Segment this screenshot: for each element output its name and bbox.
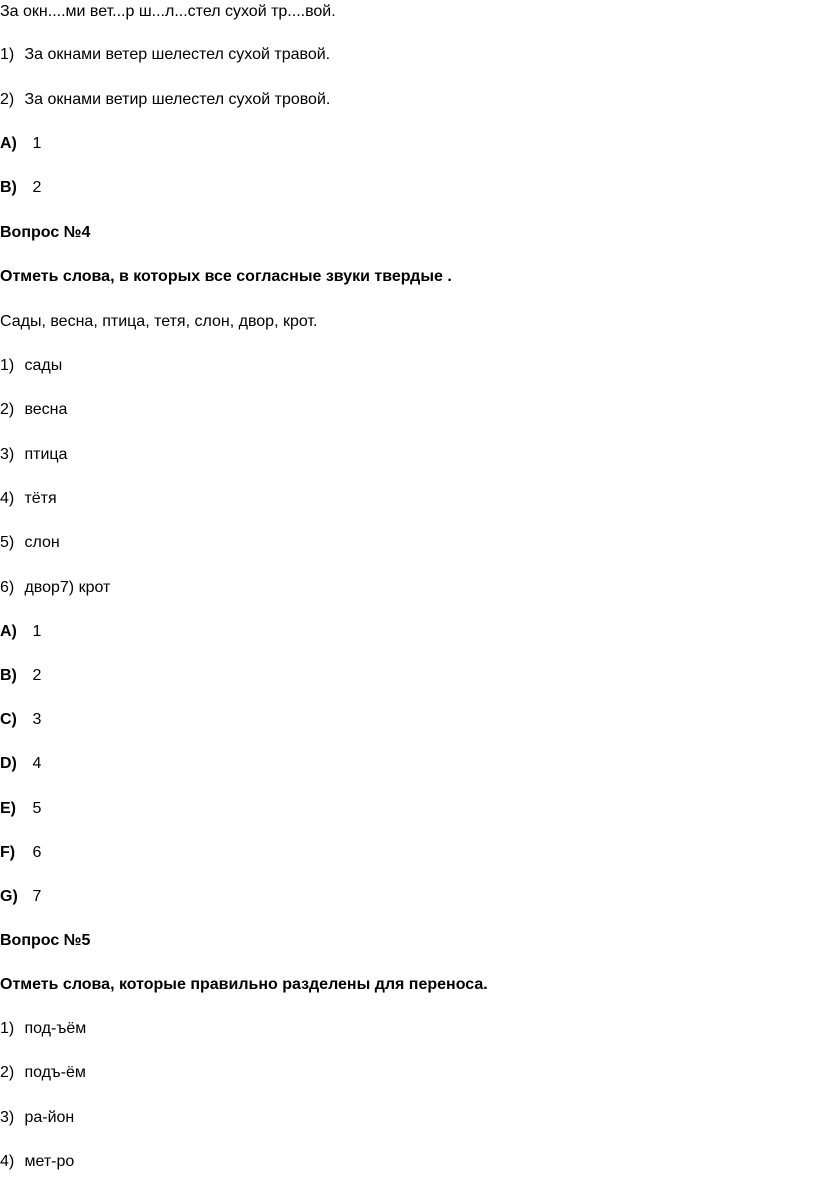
option-text: мет-ро — [24, 1153, 75, 1170]
answer-value: 1 — [32, 135, 42, 152]
q4-answer-f[interactable] — [0, 843, 41, 863]
answer-value: 6 — [32, 844, 42, 861]
q4-answer-g[interactable] — [0, 887, 41, 907]
q4-words: Сады, весна, птица, тетя, слон, двор, крот. — [0, 313, 318, 330]
answer-letter: B) — [0, 667, 17, 684]
option-text: подъ-ём — [24, 1064, 86, 1081]
q4-option-5 — [0, 533, 60, 553]
option-text: весна — [24, 401, 68, 418]
q5-heading: Вопрос №5 — [0, 932, 91, 949]
answer-value: 5 — [32, 800, 42, 817]
option-number: 1) — [0, 46, 15, 63]
option-text: За окнами ветир шелестел сухой тровой. — [24, 91, 331, 108]
option-text: птица — [24, 446, 68, 463]
q5-prompt: Отметь слова, которые правильно разделены для переноса. — [0, 976, 488, 993]
q4-answer-c[interactable] — [0, 710, 41, 730]
answer-letter: D) — [0, 755, 17, 772]
q4-answer-b[interactable] — [0, 666, 41, 686]
option-number: 5) — [0, 534, 15, 551]
answer-value: 3 — [32, 711, 42, 728]
q5-option-1 — [0, 1019, 86, 1039]
q4-option-4 — [0, 489, 57, 509]
q3-answer-b[interactable] — [0, 178, 41, 198]
q4-heading: Вопрос №4 — [0, 224, 91, 241]
answer-value: 4 — [32, 755, 42, 772]
q5-option-3 — [0, 1108, 74, 1128]
answer-letter: G) — [0, 888, 18, 905]
q4-answer-d[interactable] — [0, 754, 41, 774]
q4-option-1 — [0, 356, 62, 376]
q5-option-2 — [0, 1063, 86, 1083]
answer-value: 1 — [32, 623, 42, 640]
q3-answer-a[interactable] — [0, 134, 41, 154]
option-text: тётя — [24, 490, 57, 507]
option-number: 2) — [0, 91, 15, 108]
option-text: За окнами ветер шелестел сухой травой. — [24, 46, 331, 63]
q4-prompt: Отметь слова, в которых все согласные звуки твердые . — [0, 268, 452, 285]
q3-option-1 — [0, 45, 330, 65]
option-number: 4) — [0, 1153, 15, 1170]
q3-task-text: За окн....ми вет...р ш...л...стел сухой тр....вой. — [0, 3, 336, 20]
option-text: двор7) крот — [24, 579, 111, 596]
option-text: ра-йон — [24, 1109, 75, 1126]
answer-value: 2 — [32, 179, 42, 196]
option-text: сады — [24, 357, 63, 374]
answer-letter: F) — [0, 844, 16, 861]
answer-letter: E) — [0, 800, 16, 817]
option-number: 3) — [0, 1109, 15, 1126]
option-text: под-ъём — [24, 1020, 87, 1037]
option-number: 2) — [0, 401, 15, 418]
answer-letter: A) — [0, 135, 17, 152]
option-number: 6) — [0, 579, 15, 596]
q4-answer-e[interactable] — [0, 799, 41, 819]
q4-option-6 — [0, 578, 110, 598]
q5-option-4 — [0, 1152, 74, 1172]
answer-letter: C) — [0, 711, 17, 728]
option-number: 1) — [0, 1020, 15, 1037]
option-number: 2) — [0, 1064, 15, 1081]
q4-answer-a[interactable] — [0, 622, 41, 642]
q4-option-3 — [0, 445, 67, 465]
option-number: 3) — [0, 446, 15, 463]
q3-option-2 — [0, 90, 330, 110]
answer-letter: A) — [0, 623, 17, 640]
option-text: слон — [24, 534, 60, 551]
option-number: 1) — [0, 357, 15, 374]
q4-option-2 — [0, 400, 67, 420]
answer-value: 2 — [32, 667, 42, 684]
answer-letter: B) — [0, 179, 17, 196]
option-number: 4) — [0, 490, 15, 507]
answer-value: 7 — [32, 888, 42, 905]
